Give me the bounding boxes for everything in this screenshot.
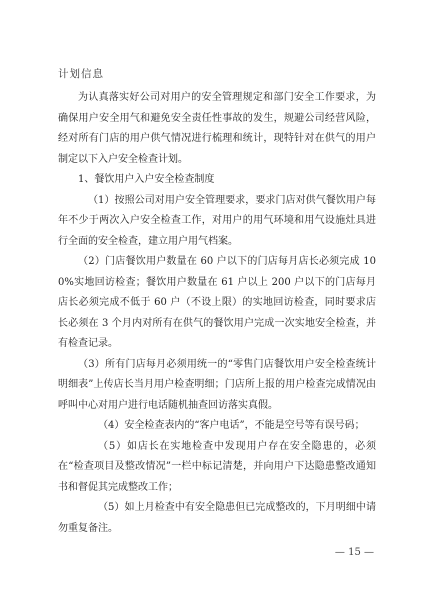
clause-2-paragraph: （2）门店餐饮用户数量在 60 户以下的门店每月店长必须完成 100%实地回访检查；餐饮用户数量在 61 户以上 200 户以下的门店每月店长必须完成不低于 60 户（不设上限）的实地回访检查，同时要求店长必须在 3 个月内对所有在供气的餐饮用户完成一次实地安全检查，并有检查记录。 bbox=[58, 256, 376, 349]
clause-5b-paragraph: （5）如上月检查中有安全隐患但已完成整改的，下月明细中请勿重复备注。 bbox=[58, 502, 376, 534]
clause-1-paragraph: （1）按照公司对用户安全管理要求，要求门店对供气餐饮用户每年不少于两次入户安全检查工作，对用户的用气环境和用气设施灶具进行全面的安全检查，建立用户用气档案。 bbox=[58, 194, 376, 247]
page-number: — 15 — bbox=[334, 547, 374, 558]
clause-3-paragraph: （3）所有门店每月必须用统一的“零售门店餐饮用户安全检查统计明细表”上传店长当月用户检查明细；门店所上报的用户检查完成情况由呼叫中心对用户进行电话随机抽查回访落实真假。 bbox=[58, 358, 376, 411]
section-heading: 1、餐饮用户入户安全检查制度 bbox=[78, 174, 215, 185]
section-header: 计划信息 bbox=[58, 68, 104, 80]
document-body bbox=[58, 88, 376, 539]
clause-5-paragraph: （5）如店长在实地检查中发现用户存在安全隐患的，必须在“检查项目及整改情况”一栏中标记清楚，并向用户下达隐患整改通知书和督促其完成整改工作； bbox=[58, 440, 376, 493]
intro-paragraph: 为认真落实好公司对用户的安全管理规定和部门安全工作要求，为确保用户安全用气和避免安全责任性事故的发生，规避公司经营风险，经对所有门店的用户供气情况进行梳理和统计，现特针对在供气的用户制定以下入户安全检查计划。 bbox=[58, 92, 376, 165]
clause-4-paragraph: （4）安全检查表内的“客户电话”，不能是空号等有误号码； bbox=[98, 420, 365, 431]
